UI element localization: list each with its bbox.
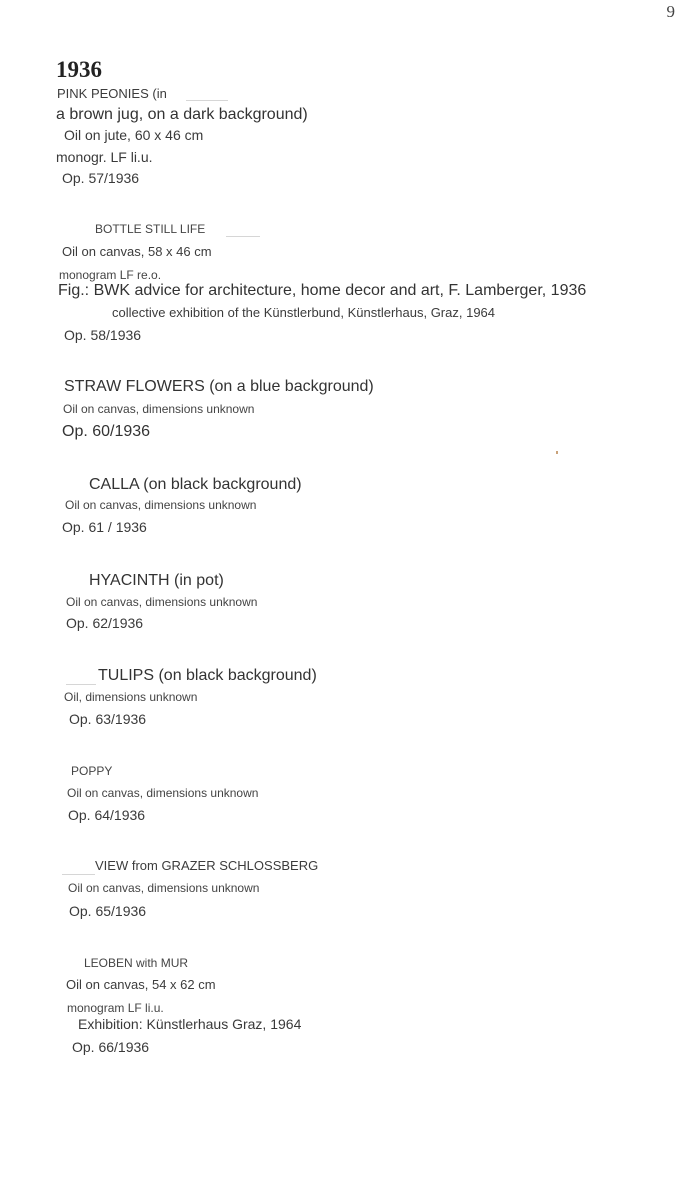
entry-medium: Oil on canvas, 54 x 62 cm — [66, 977, 216, 992]
entry-monogram: monogram LF re.o. — [59, 268, 162, 282]
entry-medium: Oil on jute, 60 x 46 cm — [64, 127, 204, 143]
year-heading: 1936 — [56, 57, 102, 82]
entry-title: POPPY — [71, 764, 113, 778]
entry-exhibition: Exhibition: Künstlerhaus Graz, 1964 — [78, 1016, 302, 1032]
scan-underline — [62, 874, 95, 875]
entry-title: TULIPS (on black background) — [98, 667, 317, 684]
page-number: 9 — [666, 2, 675, 21]
entry-title: STRAW FLOWERS (on a blue background) — [64, 378, 374, 395]
entry-opus: Op. 57/1936 — [62, 170, 140, 186]
entry-opus: Op. 65/1936 — [69, 903, 147, 919]
scan-underline — [226, 236, 260, 237]
entry-title: PINK PEONIES (in — [57, 86, 167, 101]
entry-medium: Oil on canvas, dimensions unknown — [66, 595, 258, 609]
entry-monogram: monogram LF li.u. — [67, 1001, 164, 1015]
entry-medium: Oil on canvas, 58 x 46 cm — [62, 244, 212, 259]
entry-title: BOTTLE STILL LIFE — [95, 222, 206, 236]
entry-opus: Op. 63/1936 — [69, 711, 147, 727]
entry-opus: Op. 64/1936 — [68, 807, 146, 823]
scan-underline — [66, 684, 96, 685]
entry-medium: Oil, dimensions unknown — [64, 690, 198, 704]
entry-exhibition: collective exhibition of the Künstlerbund, Künstlerhaus, Graz, 1964 — [112, 305, 496, 320]
entry-title: HYACINTH (in pot) — [89, 572, 224, 589]
entry-title: CALLA (on black background) — [89, 476, 302, 493]
entry-monogram: monogr. LF li.u. — [56, 149, 153, 165]
entry-medium: Oil on canvas, dimensions unknown — [67, 786, 259, 800]
entry-medium: Oil on canvas, dimensions unknown — [68, 881, 260, 895]
entry-medium: Oil on canvas, dimensions unknown — [65, 498, 257, 512]
entry-opus: Op. 62/1936 — [66, 615, 144, 631]
entry-title: VIEW from GRAZER SCHLOSSBERG — [95, 858, 319, 873]
entry-opus: Op. 66/1936 — [72, 1039, 150, 1055]
entry-title-cont: a brown jug, on a dark background) — [56, 106, 308, 123]
entry-opus: Op. 58/1936 — [64, 327, 142, 343]
entry-figure: Fig.: BWK advice for architecture, home decor and art, F. Lamberger, 1936 — [58, 282, 587, 299]
entry-opus: Op. 60/1936 — [62, 423, 151, 440]
scan-speck — [556, 451, 558, 454]
scan-underline — [186, 100, 228, 101]
entry-medium: Oil on canvas, dimensions unknown — [63, 402, 255, 416]
entry-opus: Op. 61 / 1936 — [62, 519, 147, 535]
entry-title: LEOBEN with MUR — [84, 956, 189, 970]
